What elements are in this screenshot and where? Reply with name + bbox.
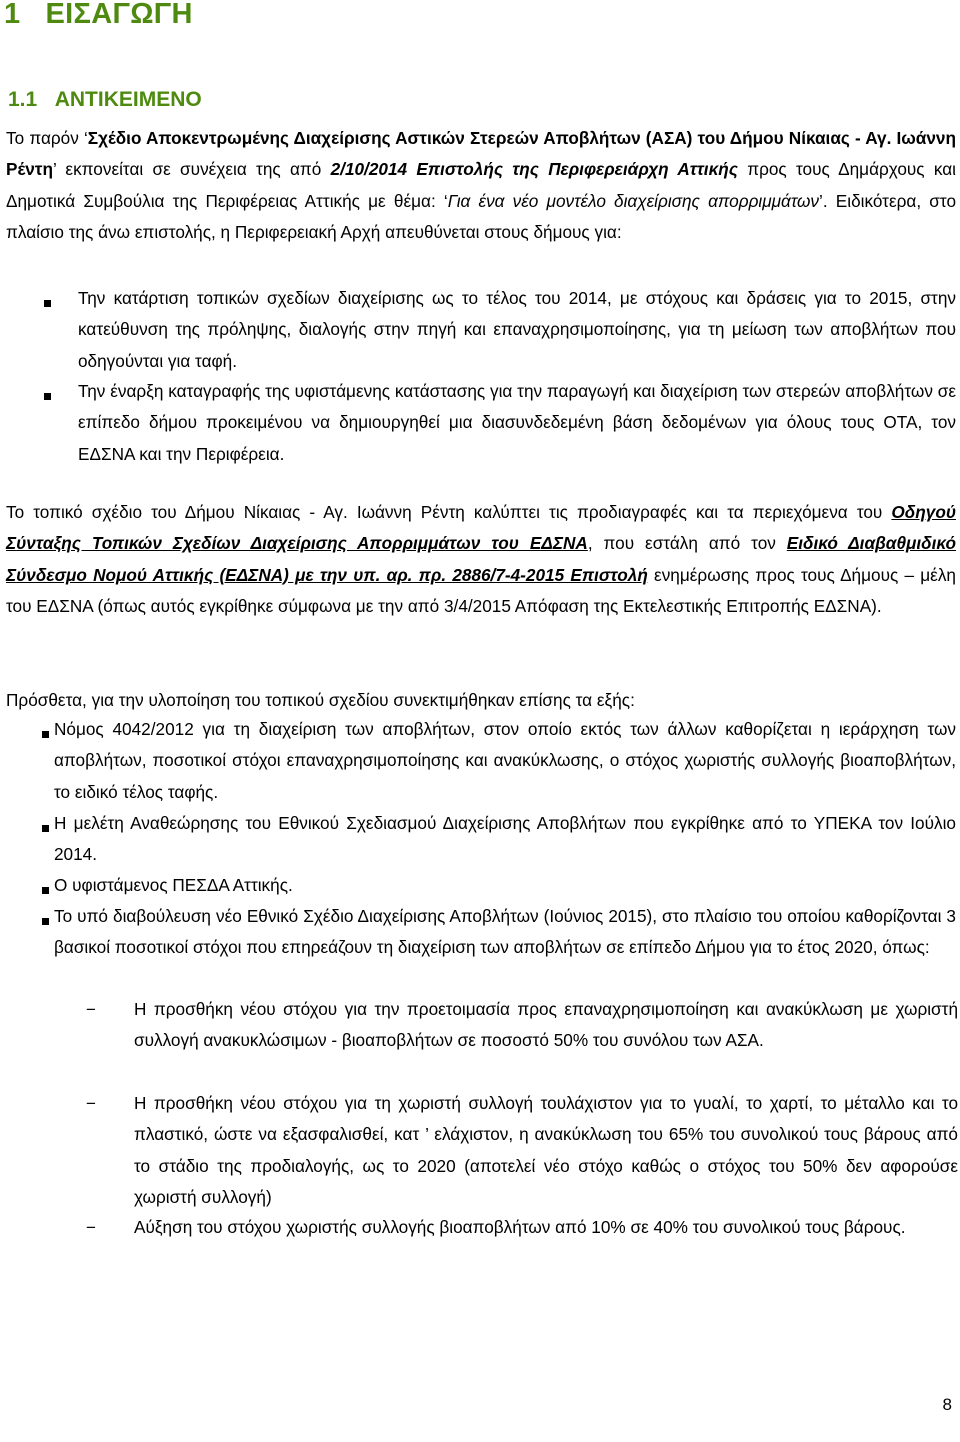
dash-bullet-icon: − (86, 1000, 96, 1019)
section-number: 1.1 (8, 88, 38, 111)
square-bullet-icon (42, 731, 49, 738)
square-bullet-icon (42, 918, 49, 925)
section-heading (8, 88, 202, 112)
intro-plan-title: Σχέδιο Αποκεντρωμένης Διαχείρισης Αστικών Στερεών Αποβλήτων (ΑΣΑ) του Δήμου Νίκαιας - Αγ. Ιωάννη Ρέντη (6, 128, 956, 180)
list-item-text: Η μελέτη Αναθεώρησης του Εθνικού Σχεδιασμού Διαχείρισης Αποβλήτων που εγκρίθηκε από το ΥΠΕΚΑ τον Ιούλιο 2014. (54, 813, 956, 865)
guide-letter-ref: Ειδικό Διαβαθμιδικό Σύνδεσμο Νομού Αττικής (ΕΔΣΝΑ) με την υπ. αρ. πρ. 2886/7-4-2015 Επιστολή (6, 533, 957, 585)
guide-text-5: ενημέρωσης προς τους Δήμους – μέλη του ΕΔΣΝΑ (όπως αυτός εγκρίθηκε σύμφωνα με την από 3/4/2015 Απόφαση της Εκτελεστικής Επιτροπής ΕΔΣΝΑ). (6, 564, 956, 616)
additional-paragraph: Πρόσθετα, για την υλοποίηση του τοπικού σχεδίου συνεκτιμήθηκαν επίσης τα εξής: (6, 690, 635, 710)
page-number: 8 (942, 1395, 952, 1414)
intro-subject: Για ένα νέο μοντέλο διαχείρισης απορριμμάτων (447, 190, 820, 211)
list-item-text: Ο υφιστάμενος ΠΕΣΔΑ Αττικής. (54, 875, 293, 895)
dash-bullet-icon: − (86, 1094, 96, 1113)
square-bullet-icon (44, 300, 51, 307)
guide-text-1: Το τοπικό σχέδιο του Δήμου Νίκαιας - Αγ. Ιωάννη Ρέντη καλύπτει τις προδιαγραφές και τα περιεχόμενα του (6, 502, 892, 522)
intro-text-3: ’ εκπονείται σε συνέχεια της από (52, 159, 331, 180)
list-item-text (54, 714, 956, 808)
section-title: ΑΝΤΙΚΕΙΜΕΝΟ (54, 88, 202, 111)
guide-paragraph (6, 497, 956, 622)
list-item-text: Την έναρξη καταγραφής της υφιστάμενης κατάστασης για την παραγωγή και διαχείριση των στερεών αποβλήτων σε επίπεδο δήμου προκειμένου να δημιουργηθεί μια διασυνδεδεμένη βάση δεδομένων για όλους τους ΟΤΑ, τον ΕΔΣΝΑ και την Περιφέρεια. (78, 381, 956, 464)
intro-text-1: Το παρόν ‘ (6, 128, 88, 148)
square-bullet-icon (42, 887, 49, 894)
chapter-heading (4, 0, 193, 31)
intro-text-7: ’. Ειδικότερα, στο πλαίσιο της άνω επιστολής, η Περιφερειακή Αρχή απευθύνεται στους δήμους για: (6, 190, 957, 242)
dash-item-text: Η προσθήκη νέου στόχου για τη χωριστή συλλογή τουλάχιστον για το γυαλί, το χαρτί, το μέταλλο και το πλαστικό, ώστε να εξασφαλισθεί, κατ ’ ελάχιστον, η ανακύκλωση του 65% του συνολικού τους βάρους από το στάδιο της προδιαλογής, ως το 2020 (αποτελεί νέο στόχο καθώς ο στόχος του 50% δεν αφορούσε χωριστή συλλογή) (134, 1093, 958, 1207)
list-item-text: Το υπό διαβούλευση νέο Εθνικό Σχέδιο Διαχείρισης Αποβλήτων (Ιούνιος 2015), στο πλαίσιο του οποίου καθορίζονται 3 βασικοί ποσοτικοί στόχοι που επηρεάζουν τη διαχείριση των αποβλήτων σε επίπεδο Δήμου για το έτος 2020, όπως: (54, 906, 956, 958)
chapter-number: 1 (4, 0, 21, 30)
square-bullet-icon (44, 393, 51, 400)
square-bullet-icon (42, 825, 49, 832)
intro-paragraph (6, 123, 956, 248)
list-item-text: Την κατάρτιση τοπικών σχεδίων διαχείρισης ως το τέλος του 2014, με στόχους και δράσεις για το 2015, στην κατεύθυνση της πρόληψης, διαλογής στην πηγή και επαναχρησιμοποίησης, για τη μείωση των αποβλήτων που οδηγούνται για ταφή. (78, 288, 956, 371)
guide-text-3: , που εστάλη από τον (587, 533, 787, 554)
guide-title: Οδηγού Σύνταξης Τοπικών Σχεδίων Διαχείρισης Απορριμμάτων του ΕΔΣΝΑ (6, 502, 956, 554)
dash-item-text: Αύξηση του στόχου χωριστής συλλογής βιοαποβλήτων από 10% σε 40% του συνολικού τους βάρους. (134, 1217, 906, 1237)
intro-letter-ref: 2/10/2014 Επιστολής της Περιφερειάρχη Αττικής (330, 159, 738, 180)
chapter-title: ΕΙΣΑΓΩΓΗ (45, 0, 193, 30)
dash-bullet-icon: − (86, 1218, 96, 1237)
dash-item-text: Η προσθήκη νέου στόχου για την προετοιμασία προς επαναχρησιμοποίηση και ανακύκλωση με χωριστή συλλογή ανακυκλώσιμων - βιοαποβλήτων σε ποσοστό 50% του συνόλου των ΑΣΑ. (134, 999, 958, 1051)
intro-text-5: προς τους Δημάρχους και Δημοτικά Συμβούλια της Περιφέρειας Αττικής με θέμα: ‘ (6, 159, 957, 211)
list-item-text-content: Νόμος 4042/2012 για τη διαχείριση των αποβλήτων, στον οποίο εκτός των άλλων καθορίζεται η ιεράρχηση των αποβλήτων, ποσοτικοί στόχοι επαναχρησιμοποίησης και ανακύκλωσης, ο στόχος χωριστής συλλογής βιοαποβλήτων, το ειδικό τέλος ταφής. (54, 719, 956, 802)
